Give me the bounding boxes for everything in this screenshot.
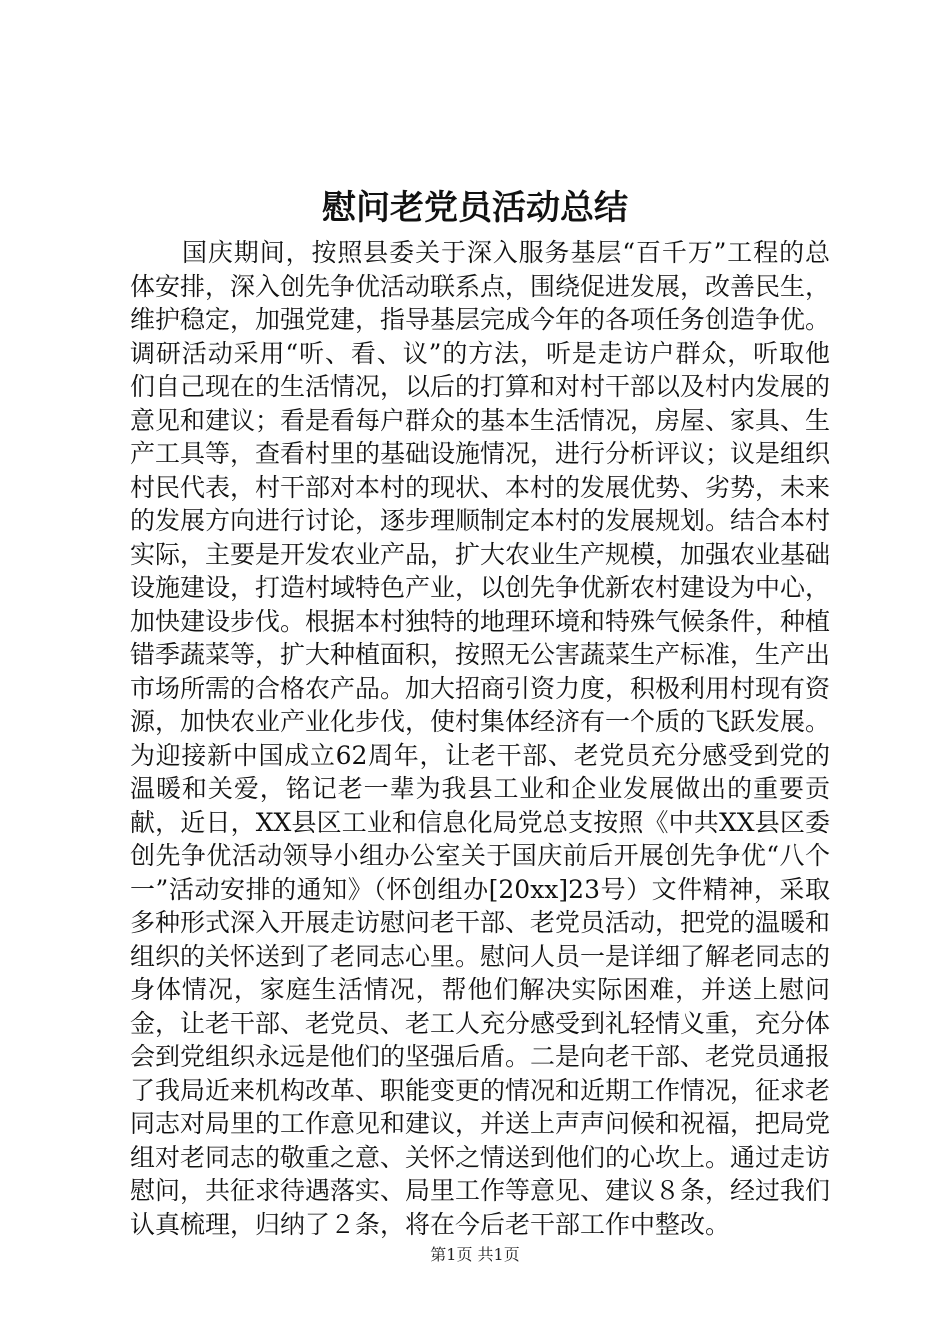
page-footer: 第1页 共1页 [430, 1245, 520, 1264]
document-body-paragraph: 国庆期间，按照县委关于深入服务基层“百千万”工程的总体安排，深入创先争优活动联系点，围绕促进发展，改善民生，维护稳定，加强党建，指导基层完成今年的各项任务创造争优。调研活动采用“听、看、议”的方法，听是走访户群众，听取他们自己现在的生活情况，以后的打算和对村干部以及村内发展的意见和建议；看是看每户群众的基本生活情况，房屋、家具、生产工具等，查看村里的基础设施情况，进行分析评议；议是组织村民代表，村干部对本村的现状、本村的发展优势、劣势，未来的发展方向进行讨论，逐步理顺制定本村的发展规划。结合本村实际，主要是开发农业产品，扩大农业生产规模，加强农业基础设施建设，打造村域特色产业，以创先争优新农村建设为中心，加快建设步伐。根据本村独特的地理环境和特殊气候条件，种植错季蔬菜等，扩大种植面积，按照无公害蔬菜生产标准，生产出市场所需的合格农产品。加大招商引资力度，积极利用村现有资源，加快农业产业化步伐，使村集体经济有一个质的飞跃发展。为迎接新中国成立62周年，让老干部、老党员充分感受到党的温暖和关爱，铭记老一辈为我县工业和企业发展做出的重要贡献，近日，XX县区工业和信息化局党总支按照《中共XX县区委创先争优活动领导小组办公室关于国庆前后开展创先争优“八个一”活动安排的通知》（怀创组办[20xx]23号）文件精神，采取多种形式深入开展走访慰问老干部、老党员活动，把党的温暖和组织的关怀送到了老同志心里。慰问人员一是详细了解老同志的身体情况，家庭生活情况，帮他们解决实际困难，并送上慰问金，让老干部、老党员、老工人充分感受到礼轻情义重，充分体会到党组织永远是他们的坚强后盾。二是向老干部、老党员通报了我局近来机构改革、职能变更的情况和近期工作情况，征求老同志对局里的工作意见和建议，并送上声声问候和祝福，把局党组对老同志的敬重之意、关怀之情送到他们的心坎上。通过走访慰问，共征求待遇落实、局里工作等意见、建议８条，经过我们认真梳理，归纳了２条，将在今后老干部工作中整改。 [130, 238, 831, 1239]
document-title: 慰问老党员活动总结 [322, 188, 628, 228]
